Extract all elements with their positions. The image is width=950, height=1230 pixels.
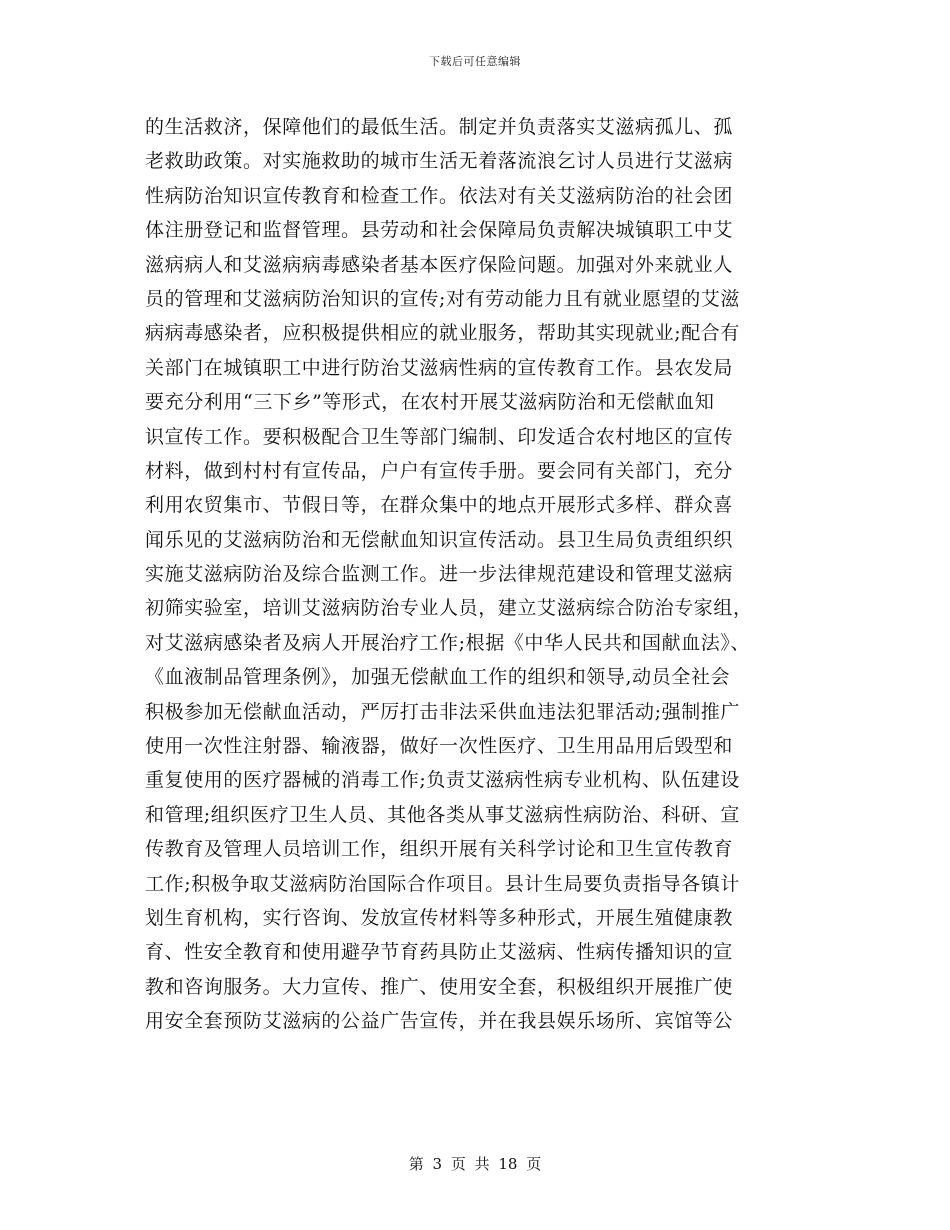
body-line: 重复使用的医疗器械的消毒工作;负责艾滋病性病专业机构、队伍建设 <box>145 769 741 792</box>
body-line: 积极参加无偿献血活动，严厉打击非法采供血违法犯罪活动;强制推广 <box>145 700 741 723</box>
body-line: 教和咨询服务。大力宣传、推广、使用安全套，积极组织开展推广使 <box>145 975 734 998</box>
body-line: 病病毒感染者，应积极提供相应的就业服务，帮助其实现就业;配合有 <box>145 322 741 345</box>
body-line: 闻乐见的艾滋病防治和无偿献血知识宣传活动。县卫生局负责组织织 <box>145 528 734 551</box>
body-line: 初筛实验室，培训艾滋病防治专业人员，建立艾滋病综合防治专家组， <box>145 597 753 620</box>
page-number-footer: 第 3 页 共 18 页 <box>408 1155 542 1173</box>
body-line: 要充分利用“三下乡”等形式，在农村开展艾滋病防治和无偿献血知 <box>145 391 715 414</box>
body-line: 老救助政策。对实施救助的城市生活无着落流浪乞讨人员进行艾滋病 <box>145 150 734 173</box>
body-line: 滋病病人和艾滋病病毒感染者基本医疗保险问题。加强对外来就业人 <box>145 253 734 276</box>
body-line: 利用农贸集市、节假日等，在群众集中的地点开展形式多样、群众喜 <box>145 494 734 517</box>
document-body <box>145 110 825 1039</box>
body-line: 用安全套预防艾滋病的公益广告宣传，并在我县娱乐场所、宾馆等公 <box>145 1010 734 1033</box>
body-line: 对艾滋病感染者及病人开展治疗工作;根据《中华人民共和国献血法》、 <box>145 631 751 654</box>
body-line: 体注册登记和监督管理。县劳动和社会保障局负责解决城镇职工中艾 <box>145 219 734 242</box>
body-line: 和管理;组织医疗卫生人员、其他各类从事艾滋病性病防治、科研、宣 <box>145 803 741 826</box>
body-line: 员的管理和艾滋病防治知识的宣传;对有劳动能力且有就业愿望的艾滋 <box>145 287 741 310</box>
body-line: 传教育及管理人员培训工作，组织开展有关科学讨论和卫生宣传教育 <box>145 838 734 861</box>
body-line: 使用一次性注射器、输液器，做好一次性医疗、卫生用品用后毁型和 <box>145 735 734 758</box>
page-header-note: 下载后可任意编辑 <box>429 55 521 68</box>
body-line: 识宣传工作。要积极配合卫生等部门编制、印发适合农村地区的宣传 <box>145 425 734 448</box>
body-line: 性病防治知识宣传教育和检查工作。依法对有关艾滋病防治的社会团 <box>145 184 734 207</box>
body-line: 的生活救济，保障他们的最低生活。制定并负责落实艾滋病孤儿、孤 <box>145 116 734 138</box>
body-line: 《血液制品管理条例》，加强无偿献血工作的组织和领导,动员全社会 <box>145 666 731 689</box>
body-line: 实施艾滋病防治及综合监测工作。进一步法律规范建设和管理艾滋病 <box>145 563 734 586</box>
body-line: 关部门在城镇职工中进行防治艾滋病性病的宣传教育工作。县农发局 <box>145 356 734 379</box>
body-line: 育、性安全教育和使用避孕节育药具防止艾滋病、性病传播知识的宣 <box>145 941 734 964</box>
body-line: 划生育机构，实行咨询、发放宣传材料等多种形式，开展生殖健康教 <box>145 906 734 929</box>
body-line: 材料，做到村村有宣传品，户户有宣传手册。要会同有关部门，充分 <box>145 459 734 482</box>
body-line: 工作;积极争取艾滋病防治国际合作项目。县计生局要负责指导各镇计 <box>145 872 741 895</box>
